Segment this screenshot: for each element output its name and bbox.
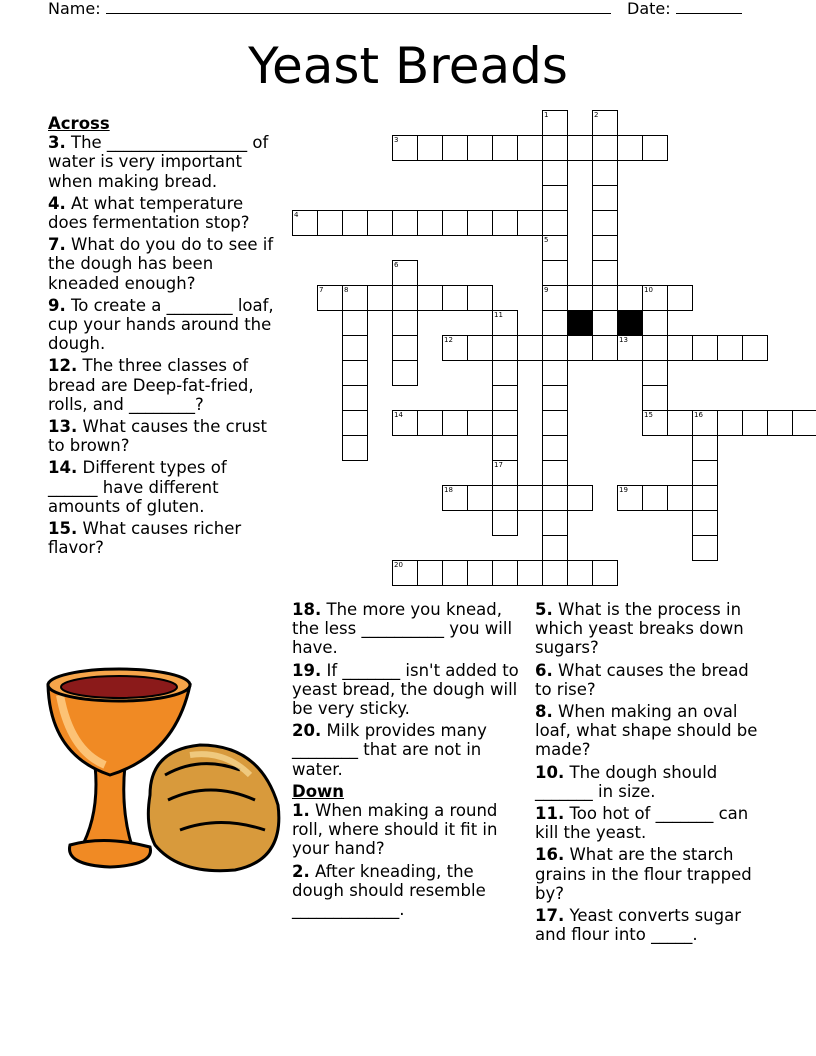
date-label: Date: bbox=[627, 0, 671, 18]
grid-cell[interactable] bbox=[442, 410, 468, 436]
clue-15 bbox=[48, 519, 276, 557]
clue-number: 12. bbox=[48, 356, 78, 376]
grid-cell[interactable] bbox=[517, 335, 543, 361]
cell-number: 1 bbox=[544, 111, 549, 119]
cell-number: 7 bbox=[319, 286, 324, 294]
grid-cell[interactable] bbox=[542, 460, 568, 486]
cell-number: 13 bbox=[619, 336, 628, 344]
name-blank[interactable] bbox=[106, 0, 611, 14]
grid-cell[interactable] bbox=[392, 260, 418, 286]
clue-text: What causes the crust to brown? bbox=[48, 417, 268, 456]
grid-cell[interactable] bbox=[642, 310, 668, 336]
grid-cell[interactable] bbox=[542, 385, 568, 411]
grid-cell[interactable] bbox=[467, 285, 493, 311]
grid-cell[interactable] bbox=[567, 485, 593, 511]
grid-cell[interactable] bbox=[592, 235, 618, 261]
grid-cell[interactable] bbox=[642, 135, 668, 161]
grid-cell[interactable] bbox=[542, 560, 568, 586]
name-field[interactable] bbox=[48, 0, 611, 18]
grid-cell[interactable] bbox=[317, 210, 343, 236]
name-label: Name: bbox=[48, 0, 101, 18]
clue-8 bbox=[535, 702, 770, 760]
grid-cell[interactable] bbox=[792, 410, 816, 436]
grid-cell[interactable] bbox=[767, 410, 793, 436]
clue-text: Milk provides many ________ that are not in water. bbox=[292, 721, 487, 779]
grid-block bbox=[617, 310, 643, 336]
clue-number: 3. bbox=[48, 133, 66, 153]
grid-cell[interactable] bbox=[617, 285, 643, 311]
grid-cell[interactable] bbox=[492, 485, 518, 511]
grid-cell[interactable] bbox=[542, 435, 568, 461]
grid-cell[interactable] bbox=[567, 285, 593, 311]
grid-cell[interactable] bbox=[342, 210, 368, 236]
clue-text: When making an oval loaf, what shape should be made? bbox=[535, 702, 758, 760]
grid-cell[interactable] bbox=[467, 485, 493, 511]
grid-cell[interactable] bbox=[617, 485, 643, 511]
grid-cell[interactable] bbox=[367, 210, 393, 236]
grid-cell[interactable] bbox=[492, 435, 518, 461]
grid-cell[interactable] bbox=[492, 410, 518, 436]
grid-block bbox=[567, 310, 593, 336]
grid-cell[interactable] bbox=[392, 310, 418, 336]
grid-cell[interactable] bbox=[642, 410, 668, 436]
grid-cell[interactable] bbox=[342, 435, 368, 461]
cell-number: 18 bbox=[444, 486, 453, 494]
grid-cell[interactable] bbox=[492, 135, 518, 161]
clue-5 bbox=[535, 600, 770, 658]
grid-cell[interactable] bbox=[542, 110, 568, 136]
grid-cell[interactable] bbox=[542, 185, 568, 211]
clue-number: 14. bbox=[48, 458, 78, 478]
grid-cell[interactable] bbox=[542, 360, 568, 386]
clue-number: 19. bbox=[292, 660, 322, 680]
clue-number: 10. bbox=[535, 762, 565, 782]
grid-cell[interactable] bbox=[492, 460, 518, 486]
grid-cell[interactable] bbox=[392, 135, 418, 161]
grid-cell[interactable] bbox=[592, 160, 618, 186]
clue-number: 16. bbox=[535, 845, 565, 865]
grid-cell[interactable] bbox=[442, 285, 468, 311]
cell-number: 2 bbox=[594, 111, 599, 119]
clue-text: What causes richer flavor? bbox=[48, 519, 242, 558]
grid-cell[interactable] bbox=[642, 285, 668, 311]
grid-cell[interactable] bbox=[392, 210, 418, 236]
grid-cell[interactable] bbox=[592, 210, 618, 236]
grid-cell[interactable] bbox=[742, 335, 768, 361]
grid-cell[interactable] bbox=[467, 210, 493, 236]
grid-cell[interactable] bbox=[467, 560, 493, 586]
grid-cell[interactable] bbox=[542, 535, 568, 561]
clue-text: Too hot of _______ can kill the yeast. bbox=[535, 804, 749, 843]
clue-18 bbox=[292, 600, 520, 658]
grid-cell[interactable] bbox=[517, 135, 543, 161]
cell-number: 17 bbox=[494, 461, 503, 469]
clue-number: 17. bbox=[535, 906, 565, 926]
grid-cell[interactable] bbox=[542, 210, 568, 236]
grid-cell[interactable] bbox=[567, 560, 593, 586]
cell-number: 15 bbox=[644, 411, 653, 419]
grid-cell[interactable] bbox=[492, 360, 518, 386]
clue-12 bbox=[48, 356, 276, 414]
cell-number: 16 bbox=[694, 411, 703, 419]
grid-cell[interactable] bbox=[542, 160, 568, 186]
clue-number: 11. bbox=[535, 804, 565, 824]
grid-cell[interactable] bbox=[492, 510, 518, 536]
grid-cell[interactable] bbox=[592, 335, 618, 361]
grid-cell[interactable] bbox=[542, 285, 568, 311]
clue-number: 20. bbox=[292, 721, 322, 741]
clue-text: The dough should _______ in size. bbox=[535, 762, 718, 801]
across-clues-column bbox=[48, 114, 276, 560]
clue-number: 2. bbox=[292, 861, 310, 881]
grid-cell[interactable] bbox=[442, 560, 468, 586]
clue-6 bbox=[535, 661, 770, 699]
grid-cell[interactable] bbox=[717, 335, 743, 361]
grid-cell[interactable] bbox=[717, 410, 743, 436]
clue-text: What do you do to see if the dough has been kneaded enough? bbox=[48, 235, 274, 293]
grid-cell[interactable] bbox=[542, 510, 568, 536]
grid-cell[interactable] bbox=[342, 335, 368, 361]
date-blank[interactable] bbox=[676, 0, 742, 14]
clues-column-middle bbox=[292, 600, 520, 922]
clue-text: At what temperature does fermentation stop? bbox=[48, 193, 250, 233]
grid-cell[interactable] bbox=[542, 485, 568, 511]
clue-16 bbox=[535, 845, 770, 903]
cell-number: 20 bbox=[394, 561, 403, 569]
grid-cell[interactable] bbox=[692, 335, 718, 361]
clue-text: When making a round roll, where should it fit in your hand? bbox=[292, 801, 498, 859]
clue-text: The _________________ of water is very important when making bread. bbox=[48, 133, 269, 191]
grid-cell[interactable] bbox=[392, 285, 418, 311]
clue-1 bbox=[292, 801, 520, 859]
down-clues-column bbox=[535, 600, 770, 947]
grid-cell[interactable] bbox=[517, 560, 543, 586]
date-field[interactable] bbox=[627, 0, 742, 18]
grid-cell[interactable] bbox=[517, 210, 543, 236]
grid-cell[interactable] bbox=[542, 410, 568, 436]
grid-cell[interactable] bbox=[642, 485, 668, 511]
clue-number: 13. bbox=[48, 417, 78, 437]
grid-cell[interactable] bbox=[667, 335, 693, 361]
clue-4 bbox=[48, 194, 276, 232]
page-title: Yeast Breads bbox=[248, 37, 568, 95]
down-heading: Down bbox=[292, 781, 345, 801]
grid-cell[interactable] bbox=[292, 210, 318, 236]
grid-cell[interactable] bbox=[692, 535, 718, 561]
clue-10 bbox=[535, 763, 770, 801]
clue-text: If _______ isn't added to yeast bread, the dough will be very sticky. bbox=[292, 660, 519, 719]
clue-number: 15. bbox=[48, 519, 78, 539]
clue-9 bbox=[48, 296, 276, 354]
cell-number: 3 bbox=[394, 136, 399, 144]
clue-text: The more you knead, the less __________ you will have. bbox=[292, 600, 513, 658]
grid-cell[interactable] bbox=[592, 285, 618, 311]
clue-14 bbox=[48, 458, 276, 516]
grid-cell[interactable] bbox=[667, 285, 693, 311]
goblet-bread-icon bbox=[40, 655, 290, 880]
goblet-and-bread-illustration bbox=[40, 655, 290, 884]
grid-cell[interactable] bbox=[392, 410, 418, 436]
cell-number: 14 bbox=[394, 411, 403, 419]
grid-cell[interactable] bbox=[542, 135, 568, 161]
clue-number: 1. bbox=[292, 801, 310, 821]
grid-cell[interactable] bbox=[492, 560, 518, 586]
grid-cell[interactable] bbox=[542, 310, 568, 336]
grid-cell[interactable] bbox=[367, 285, 393, 311]
clue-number: 8. bbox=[535, 702, 553, 722]
grid-cell[interactable] bbox=[592, 310, 618, 336]
grid-cell[interactable] bbox=[417, 135, 443, 161]
grid-cell[interactable] bbox=[342, 385, 368, 411]
grid-cell[interactable] bbox=[417, 410, 443, 436]
clue-text: What are the starch grains in the flour trapped by? bbox=[535, 845, 752, 903]
grid-cell[interactable] bbox=[392, 335, 418, 361]
clue-number: 4. bbox=[48, 193, 66, 213]
cell-number: 19 bbox=[619, 486, 628, 494]
grid-cell[interactable] bbox=[317, 285, 343, 311]
clue-text: After kneading, the dough should resemble _____________. bbox=[292, 861, 486, 920]
grid-cell[interactable] bbox=[592, 560, 618, 586]
grid-cell[interactable] bbox=[542, 235, 568, 261]
grid-cell[interactable] bbox=[467, 335, 493, 361]
grid-cell[interactable] bbox=[742, 410, 768, 436]
grid-cell[interactable] bbox=[542, 260, 568, 286]
grid-cell[interactable] bbox=[492, 385, 518, 411]
grid-cell[interactable] bbox=[442, 135, 468, 161]
clue-number: 18. bbox=[292, 600, 322, 619]
grid-cell[interactable] bbox=[342, 410, 368, 436]
cell-number: 12 bbox=[444, 336, 453, 344]
cell-number: 4 bbox=[294, 211, 299, 219]
grid-cell[interactable] bbox=[592, 110, 618, 136]
clue-text: To create a ________ loaf, cup your hands around the dough. bbox=[48, 295, 274, 354]
grid-cell[interactable] bbox=[567, 335, 593, 361]
cell-number: 6 bbox=[394, 261, 399, 269]
cell-number: 11 bbox=[494, 311, 503, 319]
clue-number: 6. bbox=[535, 660, 553, 680]
grid-cell[interactable] bbox=[592, 260, 618, 286]
clue-text: The three classes of bread are Deep-fat-fried, rolls, and ________? bbox=[48, 356, 254, 414]
grid-cell[interactable] bbox=[417, 560, 443, 586]
across-heading: Across bbox=[48, 114, 110, 133]
grid-cell[interactable] bbox=[642, 335, 668, 361]
grid-cell[interactable] bbox=[542, 335, 568, 361]
clue-text: Yeast converts sugar and flour into _____. bbox=[535, 906, 742, 945]
grid-cell[interactable] bbox=[417, 210, 443, 236]
grid-cell[interactable] bbox=[592, 135, 618, 161]
clue-number: 9. bbox=[48, 295, 66, 315]
clue-7 bbox=[48, 235, 276, 293]
clue-17 bbox=[535, 906, 770, 944]
clue-2 bbox=[292, 862, 520, 920]
grid-cell[interactable] bbox=[692, 485, 718, 511]
grid-cell[interactable] bbox=[592, 185, 618, 211]
grid-cell[interactable] bbox=[442, 485, 468, 511]
grid-cell[interactable] bbox=[492, 335, 518, 361]
grid-cell[interactable] bbox=[342, 285, 368, 311]
clue-number: 5. bbox=[535, 600, 553, 619]
grid-cell[interactable] bbox=[617, 135, 643, 161]
grid-cell[interactable] bbox=[667, 410, 693, 436]
cell-number: 9 bbox=[544, 286, 549, 294]
grid-cell[interactable] bbox=[617, 335, 643, 361]
grid-cell[interactable] bbox=[567, 135, 593, 161]
clue-number: 7. bbox=[48, 235, 66, 255]
grid-cell[interactable] bbox=[692, 435, 718, 461]
grid-cell[interactable] bbox=[692, 510, 718, 536]
grid-cell[interactable] bbox=[492, 310, 518, 336]
grid-cell[interactable] bbox=[467, 410, 493, 436]
grid-cell[interactable] bbox=[467, 135, 493, 161]
clue-text: What is the process in which yeast breaks down sugars? bbox=[535, 600, 744, 658]
grid-cell[interactable] bbox=[692, 410, 718, 436]
grid-cell[interactable] bbox=[692, 460, 718, 486]
cell-number: 10 bbox=[644, 286, 653, 294]
cell-number: 8 bbox=[344, 286, 349, 294]
clue-text: Different types of ______ have different amounts of gluten. bbox=[48, 458, 227, 516]
grid-cell[interactable] bbox=[417, 285, 443, 311]
grid-cell[interactable] bbox=[492, 210, 518, 236]
grid-cell[interactable] bbox=[342, 310, 368, 336]
clue-19 bbox=[292, 661, 520, 719]
grid-cell[interactable] bbox=[442, 210, 468, 236]
clue-11 bbox=[535, 804, 770, 842]
clue-text: What causes the bread to rise? bbox=[535, 660, 749, 699]
clue-3 bbox=[48, 133, 276, 191]
clue-13 bbox=[48, 417, 276, 455]
grid-cell[interactable] bbox=[442, 335, 468, 361]
clue-20 bbox=[292, 721, 520, 779]
grid-cell[interactable] bbox=[667, 485, 693, 511]
cell-number: 5 bbox=[544, 236, 549, 244]
grid-cell[interactable] bbox=[517, 485, 543, 511]
grid-cell[interactable] bbox=[642, 360, 668, 386]
grid-cell[interactable] bbox=[642, 385, 668, 411]
grid-cell[interactable] bbox=[392, 560, 418, 586]
grid-cell[interactable] bbox=[392, 360, 418, 386]
grid-cell[interactable] bbox=[342, 360, 368, 386]
